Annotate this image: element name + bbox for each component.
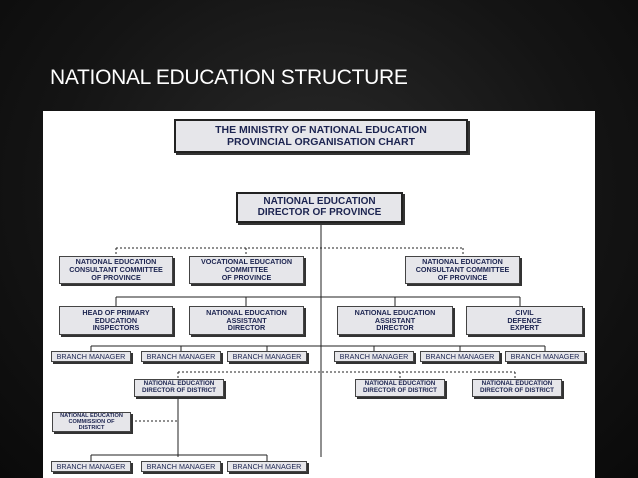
branch-manager-box: BRANCH MANAGER [51, 351, 131, 362]
branch-manager-box: BRANCH MANAGER [141, 351, 221, 362]
assistant-director-box-right: NATIONAL EDUCATION ASSISTANT DIRECTOR [337, 306, 453, 335]
vocational-committee-box: VOCATIONAL EDUCATION COMMITTEE OF PROVINCE [189, 256, 304, 284]
primary-inspectors-box: HEAD OF PRIMARY EDUCATION INSPECTORS [59, 306, 173, 335]
district-branch-manager-box: BRANCH MANAGER [51, 461, 131, 472]
district-commission-box: NATIONAL EDUCATION COMMISSION OF DISTRICT [52, 412, 131, 432]
assistant-director-box-left: NATIONAL EDUCATION ASSISTANT DIRECTOR [189, 306, 304, 335]
district-director-box: NATIONAL EDUCATION DIRECTOR OF DISTRICT [472, 379, 562, 397]
civil-defence-expert-box: CIVIL DEFENCE EXPERT [466, 306, 583, 335]
slide-title: NATIONAL EDUCATION STRUCTURE [50, 66, 408, 89]
branch-manager-box: BRANCH MANAGER [334, 351, 414, 362]
district-branch-manager-box: BRANCH MANAGER [141, 461, 221, 472]
consultant-committee-box-left: NATIONAL EDUCATION CONSULTANT COMMITTEE OF PROVINCE [59, 256, 173, 284]
consultant-committee-box-right: NATIONAL EDUCATION CONSULTANT COMMITTEE OF PROVINCE [405, 256, 520, 284]
district-director-box: NATIONAL EDUCATION DIRECTOR OF DISTRICT [355, 379, 445, 397]
chart-title: THE MINISTRY OF NATIONAL EDUCATION PROVINCIAL ORGANISATION CHART [174, 119, 468, 153]
director-of-province-box: NATIONAL EDUCATION DIRECTOR OF PROVINCE [236, 192, 403, 223]
branch-manager-box: BRANCH MANAGER [227, 351, 307, 362]
district-director-box: NATIONAL EDUCATION DIRECTOR OF DISTRICT [134, 379, 224, 397]
branch-manager-box: BRANCH MANAGER [420, 351, 500, 362]
branch-manager-box: BRANCH MANAGER [505, 351, 585, 362]
district-branch-manager-box: BRANCH MANAGER [227, 461, 307, 472]
org-chart [43, 111, 595, 478]
